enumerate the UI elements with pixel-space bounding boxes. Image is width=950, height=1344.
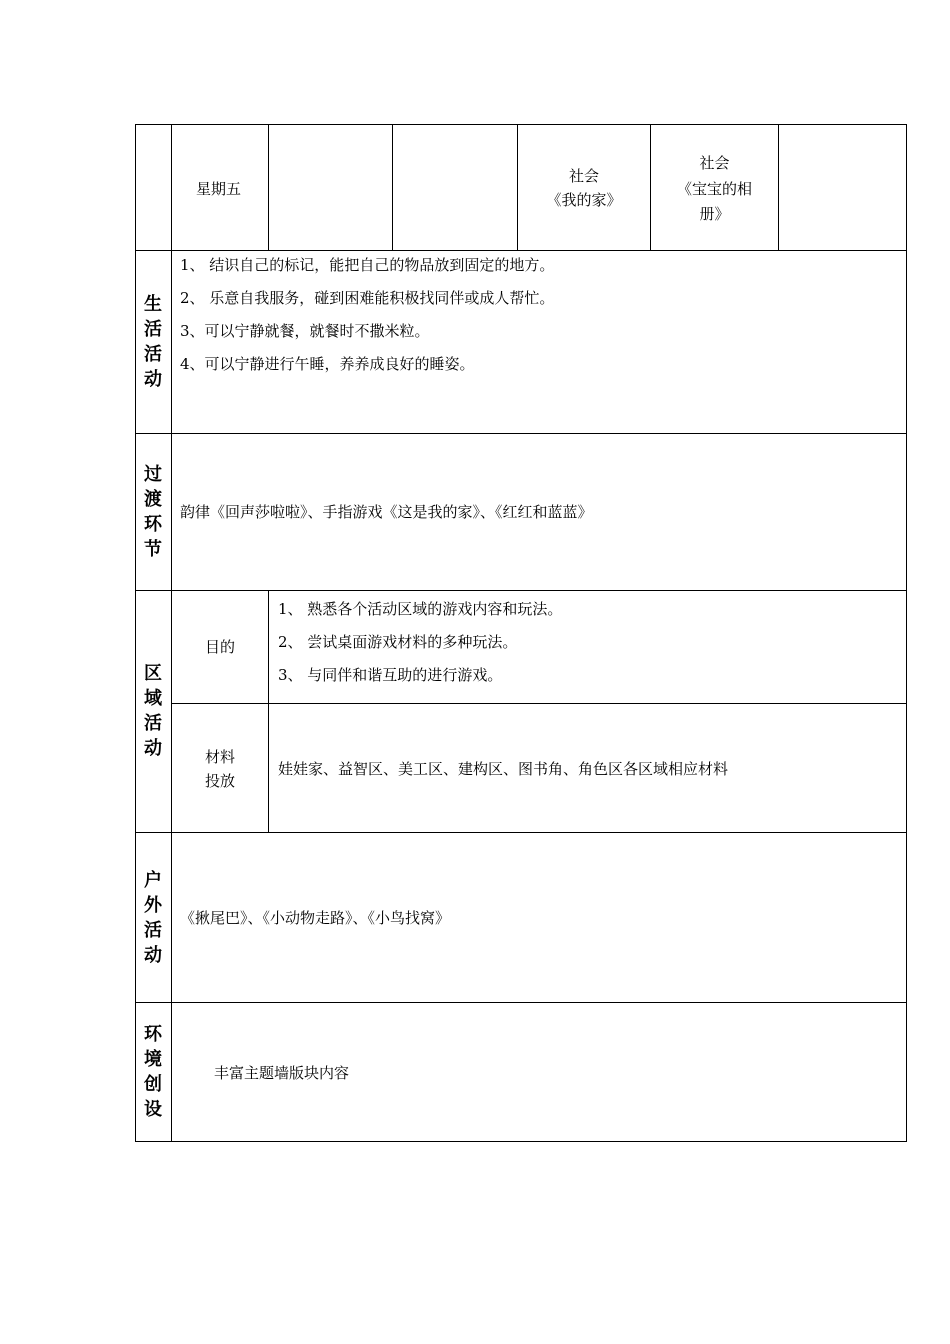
goal-label: 目的 xyxy=(204,638,235,656)
grid-line xyxy=(392,124,393,250)
section-label-transition xyxy=(135,462,171,562)
grid-line xyxy=(135,1141,907,1142)
section-label-life xyxy=(135,292,171,392)
grid-line xyxy=(906,124,907,1142)
list-item: 2、 尝试桌面游戏材料的多种玩法。 xyxy=(278,633,518,651)
grid-line xyxy=(135,1002,907,1003)
grid-line xyxy=(171,703,907,704)
label-char: 域 xyxy=(144,688,162,709)
label-char: 创 xyxy=(144,1074,162,1095)
label-char: 节 xyxy=(144,539,162,560)
label-char: 活 xyxy=(144,713,162,734)
label-char: 外 xyxy=(144,895,162,916)
label-char: 渡 xyxy=(144,489,162,510)
grid-line xyxy=(135,590,907,591)
section-label-outdoor xyxy=(135,868,171,968)
materials-content: 娃娃家、益智区、美工区、建构区、图书角、角色区各区域相应材料 xyxy=(278,760,729,778)
grid-line xyxy=(171,124,172,1142)
label-char: 设 xyxy=(144,1099,162,1120)
cell-society-title: 社会 xyxy=(699,154,730,172)
grid-line xyxy=(778,124,779,250)
label-char: 动 xyxy=(144,738,162,759)
grid-line xyxy=(268,124,269,250)
cell-society-subtitle: 册》 xyxy=(699,205,730,223)
list-item: 1、 结识自己的标记，能把自己的物品放到固定的地方。 xyxy=(180,256,555,274)
cell-society-title: 社会 xyxy=(568,167,599,185)
list-item: 2、 乐意自我服务，碰到困难能积极找同伴或成人帮忙。 xyxy=(180,289,555,307)
list-item: 4、可以宁静进行午睡，养养成良好的睡姿。 xyxy=(180,355,475,373)
label-char: 环 xyxy=(144,514,162,535)
label-char: 区 xyxy=(144,663,162,684)
grid-line xyxy=(135,832,907,833)
label-char: 活 xyxy=(144,319,162,340)
grid-line xyxy=(135,124,136,1142)
grid-line xyxy=(268,590,269,832)
grid-line xyxy=(135,433,907,434)
material-label: 材料 xyxy=(204,748,235,766)
material-label: 投放 xyxy=(204,772,235,790)
label-char: 动 xyxy=(144,945,162,966)
environment-content: 丰富主题墙版块内容 xyxy=(214,1064,350,1082)
grid-line xyxy=(135,250,907,251)
grid-line xyxy=(517,124,518,250)
section-label-area xyxy=(135,661,171,761)
label-char: 过 xyxy=(144,464,162,485)
outdoor-content: 《揪尾巴》、《小动物走路》、《小鸟找窝》 xyxy=(180,909,451,927)
transition-content: 韵律《回声莎啦啦》、手指游戏《这是我的家》、《红红和蓝蓝》 xyxy=(180,503,593,521)
grid-line xyxy=(135,124,907,125)
cell-society-subtitle: 《宝宝的相 xyxy=(676,180,752,198)
day-label: 星期五 xyxy=(196,180,242,198)
list-item: 1、 熟悉各个活动区域的游戏内容和玩法。 xyxy=(278,600,563,618)
label-char: 活 xyxy=(144,920,162,941)
section-label-environment xyxy=(135,1022,171,1122)
list-item: 3、可以宁静就餐，就餐时不撒米粒。 xyxy=(180,322,430,340)
label-char: 户 xyxy=(144,870,162,891)
label-char: 环 xyxy=(144,1024,162,1045)
list-item: 3、 与同伴和谐互助的进行游戏。 xyxy=(278,666,503,684)
label-char: 境 xyxy=(144,1049,162,1070)
cell-society-subtitle: 《我的家》 xyxy=(546,191,622,209)
label-char: 动 xyxy=(144,369,162,390)
label-char: 活 xyxy=(144,344,162,365)
label-char: 生 xyxy=(144,294,162,315)
